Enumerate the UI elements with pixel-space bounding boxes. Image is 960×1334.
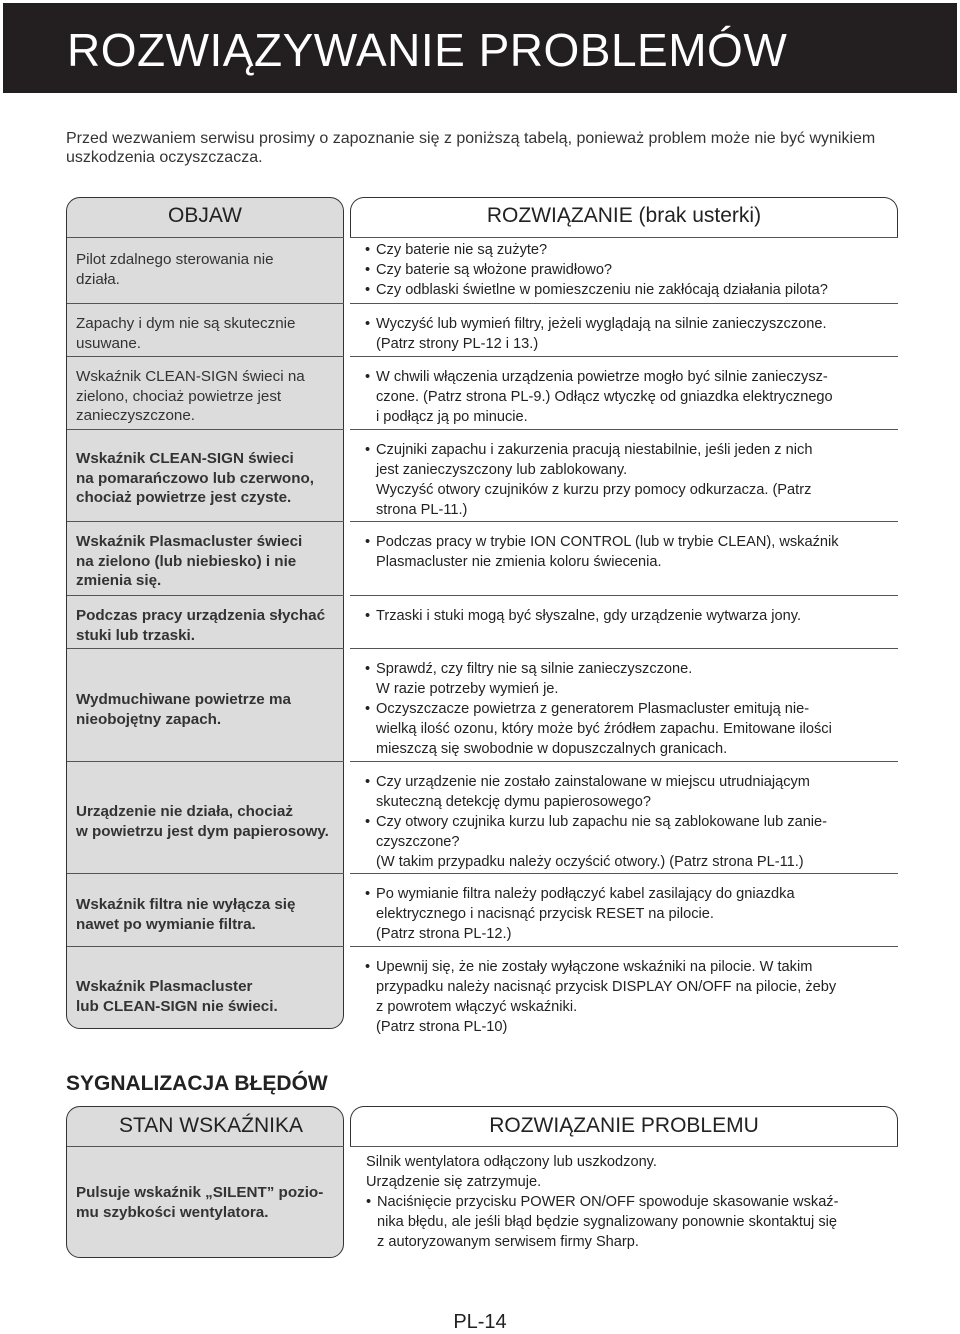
solution-line: (Patrz strony PL-12 i 13.): [376, 336, 539, 352]
solution-text: [365, 606, 885, 626]
symptom-line: na pomarańczowo lub czerwono,: [76, 469, 314, 487]
symptom-line: Urządzenie nie działa, chociaż: [76, 803, 293, 820]
symptom-line: działa.: [76, 270, 120, 288]
symptom-line: usuwane.: [76, 334, 142, 352]
symptom-text: [76, 802, 338, 841]
page-number: PL-14: [453, 1311, 507, 1333]
symptom-text: [76, 250, 338, 289]
solution-line: (Patrz strona PL-10): [376, 1019, 508, 1035]
row-divider: [67, 521, 344, 522]
symptom-line: Wskaźnik Plasmacluster świeci: [76, 533, 303, 550]
symptom-line: lub CLEAN-SIGN nie świeci.: [76, 997, 278, 1015]
status-line: mu szybkości wentylatora.: [76, 1203, 269, 1221]
row-divider: [350, 946, 898, 947]
row-divider: [350, 595, 898, 596]
symptom-line: Wskaźnik CLEAN-SIGN świeci: [76, 450, 294, 467]
symptom-line: Wskaźnik Plasmacluster: [76, 978, 253, 995]
solution-line: Silnik wentylatora odłączony lub uszkodzony.: [366, 1154, 657, 1170]
symptom-line: w powietrzu jest dym papierosowy.: [76, 822, 329, 840]
solution-line: • Czy urządzenie nie zostało zainstalowane w miejscu utrudniającym: [365, 772, 885, 792]
row-divider: [67, 648, 344, 649]
solution-line: • Sprawdź, czy filtry nie są silnie zanieczyszczone.: [365, 659, 885, 679]
row-divider: [350, 356, 898, 357]
symptom-text: [76, 690, 338, 729]
page-title: ROZWIĄZYWANIE PROBLEMÓW: [67, 24, 788, 76]
solution-line: • Czy otwory czujnika kurzu lub zapachu nie są zablokowane lub zanie-: [365, 812, 885, 832]
row-divider: [350, 303, 898, 304]
symptom-text: [76, 977, 338, 1016]
solution-line: • Czy baterie nie są zużyte?: [365, 240, 885, 260]
solution-text: [365, 240, 885, 300]
symptom-line: Wskaźnik CLEAN-SIGN świeci na: [76, 368, 305, 385]
row-divider: [350, 648, 898, 649]
solution-text: [365, 440, 885, 520]
row-divider: [67, 429, 344, 430]
solution-text: [365, 957, 885, 1037]
symptom-line: Pilot zdalnego sterowania nie: [76, 251, 274, 268]
errors-section-title: SYGNALIZACJA BŁĘDÓW: [66, 1072, 328, 1095]
symptom-text: [76, 895, 338, 934]
symptom-line: Podczas pracy urządzenia słychać: [76, 607, 326, 624]
error-solution-text: [366, 1152, 886, 1252]
row-divider: [350, 429, 898, 430]
intro-text: Przed wezwaniem serwisu prosimy o zapoznanie się z poniższą tabelą, ponieważ problem może nie być wynikiem uszkodzenia oczyszczacza.: [66, 130, 876, 166]
symptom-line: zanieczyszczone.: [76, 407, 196, 424]
solution-line: jest zanieczyszczony lub zablokowany.: [376, 462, 628, 478]
solution-line: • Trzaski i stuki mogą być słyszalne, gdy urządzenie wytwarza jony.: [365, 606, 885, 626]
solution-line: i podłącz ją po minucie.: [376, 409, 528, 425]
row-divider: [350, 873, 898, 874]
solution-line: • W chwili włączenia urządzenia powietrze mogło być silnie zanieczysz-: [365, 367, 885, 387]
error-solution-header: ROZWIĄZANIE PROBLEMU: [489, 1114, 759, 1137]
header-divider: [350, 237, 898, 238]
symptom-line: Wskaźnik filtra nie wyłącza się: [76, 896, 296, 913]
title-bar: [3, 3, 957, 93]
solution-text: [365, 367, 885, 427]
solution-line: • Naciśnięcie przycisku POWER ON/OFF spowoduje skasowanie wskaź-: [366, 1192, 886, 1212]
solution-line: mieszczą się swobodnie w dopuszczalnych granicach.: [376, 741, 728, 757]
row-divider: [67, 595, 344, 596]
header-divider: [67, 1146, 344, 1147]
row-divider: [67, 356, 344, 357]
solution-line: • Wyczyść lub wymień filtry, jeżeli wyglądają na silnie zanieczyszczone.: [365, 314, 885, 334]
row-divider: [350, 521, 898, 522]
solution-header: ROZWIĄZANIE (brak usterki): [486, 204, 762, 227]
solution-line: Wyczyść otwory czujników z kurzu przy pomocy odkurzacza. (Patrz: [376, 482, 812, 498]
symptom-text: [76, 367, 338, 426]
symptom-line: na zielono (lub niebiesko) i nie: [76, 552, 297, 570]
solution-line: (W takim przypadku należy oczyścić otwory.) (Patrz strona PL-11.): [376, 854, 804, 870]
solution-line: z powrotem włączyć wskaźniki.: [376, 999, 578, 1015]
solution-line: czyszczone?: [376, 834, 460, 850]
symptom-text: [76, 449, 338, 508]
symptom-line: nieobojętny zapach.: [76, 710, 222, 728]
symptom-line: nawet po wymianie filtra.: [76, 915, 256, 933]
solution-line: • Czy baterie są włożone prawidłowo?: [365, 260, 885, 280]
status-line: Pulsuje wskaźnik „SILENT” pozio-: [76, 1184, 324, 1201]
solution-line: Urządzenie się zatrzymuje.: [366, 1174, 542, 1190]
solution-text: [365, 532, 885, 572]
solution-line: elektrycznego i nacisnąć przycisk RESET na pilocie.: [376, 906, 714, 922]
symptom-line: Wydmuchiwane powietrze ma: [76, 691, 291, 708]
symptom-header: OBJAW: [168, 204, 242, 227]
solution-line: skuteczną detekcję dymu papierosowego?: [376, 794, 652, 810]
symptom-line: Zapachy i dym nie są skutecznie: [76, 315, 296, 332]
symptom-line: stuki lub trzaski.: [76, 626, 196, 644]
row-divider: [67, 946, 344, 947]
solution-line: • Po wymianie filtra należy podłączyć kabel zasilający do gniazdka: [365, 884, 885, 904]
solution-line: (Patrz strona PL-12.): [376, 926, 512, 942]
solution-line: wielką ilość ozonu, który może być źródłem zapachu. Emitowane ilości: [376, 721, 832, 737]
solution-text: [365, 314, 885, 354]
symptom-line: zielono, chociaż powietrze jest: [76, 387, 282, 405]
solution-line: czone. (Patrz strona PL-9.) Odłącz wtyczkę od gniazdka elektrycznego: [376, 389, 833, 405]
symptom-line: chociaż powietrze jest czyste.: [76, 489, 292, 506]
header-divider: [67, 237, 344, 238]
solution-line: • Oczyszczacze powietrza z generatorem Plasmacluster emitują nie-: [365, 699, 885, 719]
row-divider: [67, 303, 344, 304]
solution-line: • Czy odblaski świetlne w pomieszczeniu nie zakłócają działania pilota?: [365, 280, 885, 300]
solution-line: • Podczas pracy w trybie ION CONTROL (lub w trybie CLEAN), wskaźnik: [365, 532, 885, 552]
row-divider: [67, 761, 344, 762]
solution-line: strona PL-11.): [376, 502, 468, 518]
solution-text: [365, 772, 885, 872]
solution-line: • Upewnij się, że nie zostały wyłączone wskaźniki na pilocie. W takim: [365, 957, 885, 977]
row-divider: [67, 873, 344, 874]
solution-line: • Czujniki zapachu i zakurzenia pracują niestabilnie, jeśli jeden z nich: [365, 440, 885, 460]
row-divider: [350, 761, 898, 762]
indicator-status-text: [76, 1183, 338, 1222]
solution-line: przypadku należy nacisnąć przycisk DISPLAY ON/OFF na pilocie, żeby: [376, 979, 837, 995]
solution-text: [365, 659, 885, 759]
symptom-text: [76, 606, 338, 645]
status-header: STAN WSKAŹNIKA: [119, 1114, 303, 1137]
solution-line: nika błędu, ale jeśli błąd będzie sygnalizowany ponownie skontaktuj się: [377, 1214, 837, 1230]
symptom-line: zmienia się.: [76, 572, 162, 589]
solution-line: W razie potrzeby wymień je.: [376, 681, 559, 697]
solution-text: [365, 884, 885, 944]
symptom-text: [76, 314, 338, 353]
solution-line: Plasmacluster nie zmienia koloru świecenia.: [376, 554, 662, 570]
header-divider: [350, 1146, 898, 1147]
solution-line: z autoryzowanym serwisem firmy Sharp.: [377, 1234, 639, 1250]
symptom-text: [76, 532, 338, 591]
